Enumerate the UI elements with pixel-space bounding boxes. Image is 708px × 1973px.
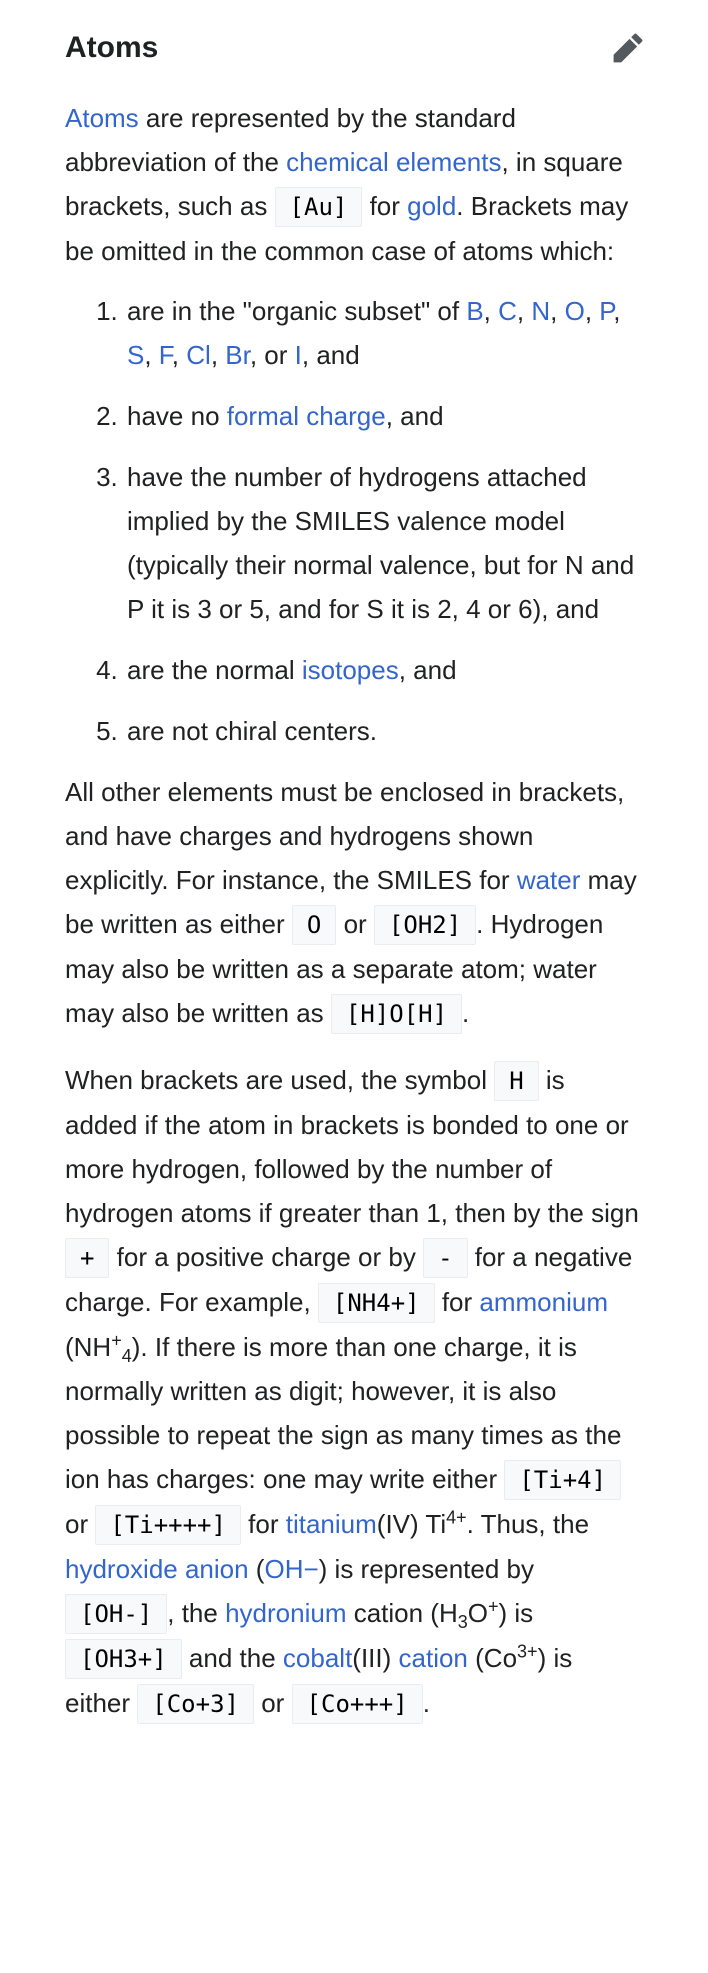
- list-item: [125, 289, 644, 377]
- code-hoh: [H]O[H]: [331, 994, 462, 1034]
- text: or: [253, 1688, 292, 1718]
- superscript: 3+: [517, 1641, 538, 1662]
- text: .: [462, 998, 470, 1028]
- link-carbon[interactable]: C: [498, 296, 517, 326]
- list-item: [125, 709, 644, 753]
- text: , and: [398, 655, 457, 685]
- text: , in square brackets, such as: [65, 147, 623, 221]
- code-oh3: [OH3+]: [65, 1639, 182, 1679]
- text: may be written as either: [65, 865, 637, 939]
- subscript: 3: [457, 1612, 468, 1633]
- text: have no: [127, 401, 227, 431]
- text: are in the "organic subset" of: [127, 296, 467, 326]
- text: for a positive charge or by: [109, 1242, 424, 1272]
- code-oh-minus: [OH-]: [65, 1594, 167, 1634]
- code-co3-plus: [Co+++]: [292, 1684, 423, 1724]
- code-o: O: [292, 905, 336, 945]
- paragraph-brackets: [65, 770, 644, 1036]
- text: ,: [584, 296, 600, 326]
- code-ti4-plus: [Ti++++]: [95, 1505, 241, 1545]
- text: for: [362, 191, 408, 221]
- link-isotopes[interactable]: isotopes: [301, 655, 399, 685]
- link-nitrogen[interactable]: N: [531, 296, 551, 326]
- code-au: [Au]: [275, 187, 363, 227]
- text: When brackets are used, the symbol: [65, 1065, 495, 1095]
- paragraph-charges: [65, 1058, 644, 1726]
- text: are not chiral centers.: [127, 716, 378, 746]
- subscript: 4: [121, 1346, 132, 1367]
- superscript: 4+: [446, 1507, 467, 1528]
- text: for: [434, 1287, 480, 1317]
- text: , and: [385, 401, 444, 431]
- text: (IV) Ti: [376, 1509, 447, 1539]
- link-hydronium[interactable]: hydronium: [225, 1598, 347, 1628]
- list-item: [125, 455, 644, 631]
- text: .: [422, 1688, 430, 1718]
- organic-subset-list: [65, 289, 644, 753]
- section-title: Atoms: [65, 31, 159, 64]
- code-nh4: [NH4+]: [318, 1283, 435, 1323]
- list-item: [125, 648, 644, 692]
- text: for a negative charge. For example,: [65, 1242, 633, 1317]
- link-oh[interactable]: OH−: [264, 1554, 319, 1584]
- text: . Brackets may be omitted in the common case of atoms which:: [65, 191, 629, 266]
- text: (III): [352, 1643, 399, 1673]
- link-hydroxide-anion[interactable]: hydroxide anion: [65, 1554, 249, 1584]
- superscript: +: [111, 1330, 122, 1351]
- text: ,: [171, 340, 187, 370]
- paragraph-intro: [65, 96, 644, 273]
- text: have the number of hydrogens attached implied by the SMILES valence model (typically their normal valence, but for N and P it is 3 or 5, and for S it is 2, 4 or 6), and: [127, 462, 635, 624]
- link-fluorine[interactable]: F: [158, 340, 172, 370]
- code-h: H: [494, 1061, 538, 1101]
- link-sulfur[interactable]: S: [127, 340, 145, 370]
- text: ,: [550, 296, 565, 326]
- link-cation[interactable]: cation: [398, 1643, 468, 1673]
- code-ti4: [Ti+4]: [504, 1460, 621, 1500]
- text: ,: [516, 296, 532, 326]
- text: , the: [167, 1598, 226, 1628]
- link-iodine[interactable]: I: [294, 340, 302, 370]
- text: O: [467, 1598, 488, 1628]
- link-chlorine[interactable]: Cl: [186, 340, 211, 370]
- code-minus: -: [423, 1238, 467, 1278]
- link-ammonium[interactable]: ammonium: [479, 1287, 608, 1317]
- text: and the: [181, 1643, 283, 1673]
- text: are represented by the standard abbreviation of the: [65, 103, 516, 177]
- link-cobalt[interactable]: cobalt: [282, 1643, 353, 1673]
- link-gold[interactable]: gold: [407, 191, 457, 221]
- text: are the normal: [127, 655, 302, 685]
- section-header: [65, 0, 644, 96]
- text: ) is represented by: [318, 1554, 534, 1584]
- list-item: [125, 394, 644, 438]
- text: or: [65, 1509, 96, 1539]
- text: . Hydrogen may also be written as a separate atom; water may also be written as: [65, 909, 604, 1028]
- text: (NH: [65, 1332, 112, 1362]
- link-water[interactable]: water: [516, 865, 581, 895]
- text: ). If there is more than one charge, it is normally written as digit; however, it is also possible to repeat the sign as many times as the ion has charges: one may write either: [65, 1332, 622, 1494]
- text: ,: [483, 296, 499, 326]
- code-plus: +: [65, 1238, 109, 1278]
- text: or: [336, 909, 374, 939]
- text: cation (H: [346, 1598, 458, 1628]
- text: for: [240, 1509, 286, 1539]
- pencil-icon[interactable]: [612, 32, 644, 64]
- link-titanium[interactable]: titanium: [285, 1509, 377, 1539]
- text: ,: [613, 296, 621, 326]
- code-co3: [Co+3]: [137, 1684, 254, 1724]
- link-boron[interactable]: B: [466, 296, 484, 326]
- link-phosphorus[interactable]: P: [599, 296, 614, 326]
- text: , or: [249, 340, 295, 370]
- text: ) is: [498, 1598, 534, 1628]
- link-bromine[interactable]: Br: [225, 340, 250, 370]
- text: ,: [144, 340, 159, 370]
- code-oh2: [OH2]: [374, 905, 476, 945]
- superscript: +: [488, 1596, 499, 1617]
- text: . Thus, the: [466, 1509, 590, 1539]
- text: (: [248, 1554, 265, 1584]
- link-chemical-elements[interactable]: chemical elements: [286, 147, 502, 177]
- text: ,: [210, 340, 226, 370]
- text: (Co: [467, 1643, 518, 1673]
- link-atoms[interactable]: Atoms: [65, 103, 139, 133]
- text: , and: [301, 340, 360, 370]
- text: is added if the atom in brackets is bonded to one or more hydrogen, followed by the number of hydrogen atoms if greater than 1, then by the sign: [65, 1065, 639, 1228]
- text: All other elements must be enclosed in brackets, and have charges and hydrogens shown explicitly. For instance, the SMILES for: [65, 777, 625, 895]
- link-oxygen[interactable]: O: [564, 296, 585, 326]
- link-formal-charge[interactable]: formal charge: [226, 401, 386, 431]
- text: ) is either: [65, 1643, 573, 1718]
